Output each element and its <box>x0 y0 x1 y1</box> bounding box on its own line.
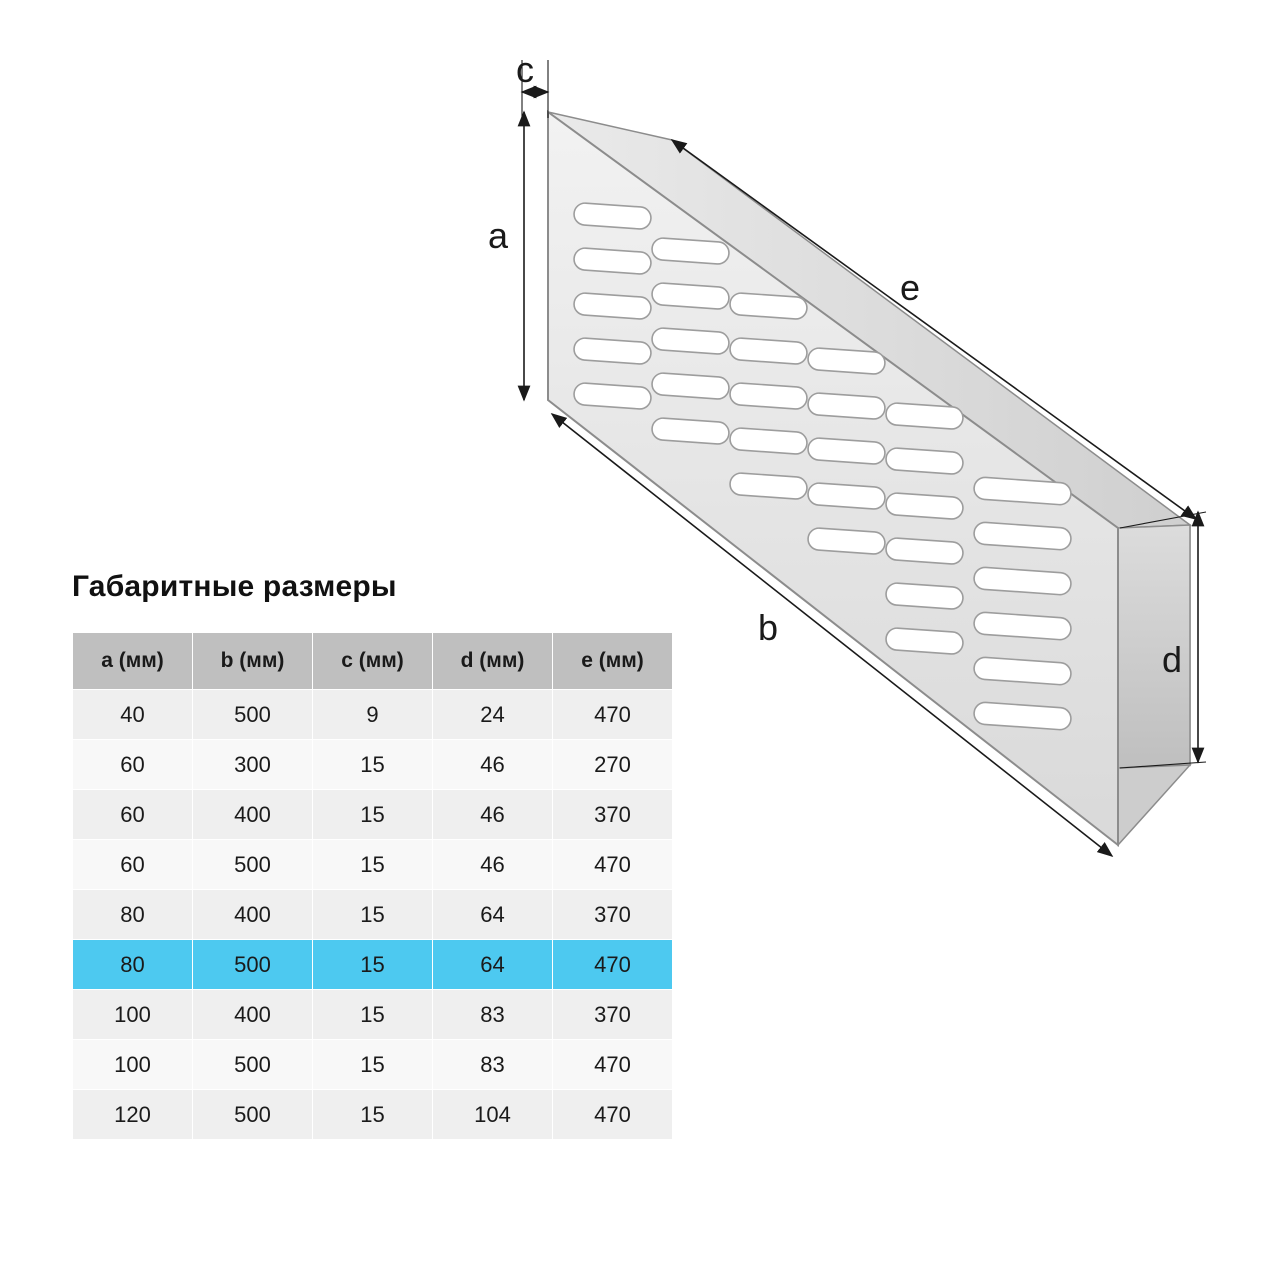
cell-e: 270 <box>553 740 673 790</box>
cell-d: 83 <box>433 990 553 1040</box>
cell-d: 46 <box>433 790 553 840</box>
dimension-label-d: d <box>1161 639 1183 680</box>
cell-c: 15 <box>313 940 433 990</box>
cell-e: 370 <box>553 890 673 940</box>
dimensions-table-block <box>72 570 672 1140</box>
table-row[interactable] <box>73 790 673 840</box>
cell-b: 300 <box>193 740 313 790</box>
dimensions-table <box>72 632 673 1140</box>
column-header-d: d (мм) <box>433 633 553 690</box>
cell-e: 370 <box>553 990 673 1040</box>
cell-c: 15 <box>313 1090 433 1140</box>
cell-d: 46 <box>433 840 553 890</box>
cell-d: 104 <box>433 1090 553 1140</box>
cell-a: 60 <box>73 840 193 890</box>
cell-e: 470 <box>553 940 673 990</box>
dimension-label-a: a <box>487 215 509 256</box>
cell-a: 100 <box>73 1040 193 1090</box>
cell-b: 500 <box>193 1040 313 1090</box>
cell-d: 83 <box>433 1040 553 1090</box>
table-row[interactable] <box>73 1090 673 1140</box>
cell-c: 9 <box>313 690 433 740</box>
table-row[interactable] <box>73 740 673 790</box>
table-row[interactable] <box>73 690 673 740</box>
cell-c: 15 <box>313 840 433 890</box>
column-header-c: c (мм) <box>313 633 433 690</box>
table-row[interactable] <box>73 890 673 940</box>
cell-b: 500 <box>193 690 313 740</box>
table-header-row <box>73 633 673 690</box>
cell-c: 15 <box>313 890 433 940</box>
cell-e: 470 <box>553 1090 673 1140</box>
cell-a: 80 <box>73 940 193 990</box>
cell-a: 80 <box>73 890 193 940</box>
dimension-label-b: b <box>757 607 779 648</box>
table-row[interactable] <box>73 990 673 1040</box>
table-row[interactable] <box>73 1040 673 1090</box>
cell-d: 64 <box>433 940 553 990</box>
cell-a: 40 <box>73 690 193 740</box>
cell-b: 400 <box>193 790 313 840</box>
grille-bottom-return <box>1108 765 1190 845</box>
cell-d: 64 <box>433 890 553 940</box>
table-row[interactable] <box>73 840 673 890</box>
cell-b: 500 <box>193 940 313 990</box>
column-header-e: e (мм) <box>553 633 673 690</box>
cell-a: 60 <box>73 740 193 790</box>
cell-e: 470 <box>553 840 673 890</box>
cell-b: 400 <box>193 890 313 940</box>
cell-c: 15 <box>313 790 433 840</box>
cell-c: 15 <box>313 740 433 790</box>
cell-c: 15 <box>313 1040 433 1090</box>
cell-b: 400 <box>193 990 313 1040</box>
table-title: Габаритные размеры <box>72 570 397 603</box>
column-header-a: a (мм) <box>73 633 193 690</box>
cell-c: 15 <box>313 990 433 1040</box>
cell-a: 100 <box>73 990 193 1040</box>
cell-e: 370 <box>553 790 673 840</box>
cell-a: 60 <box>73 790 193 840</box>
cell-b: 500 <box>193 1090 313 1140</box>
table-row-selected[interactable] <box>73 940 673 990</box>
cell-d: 24 <box>433 690 553 740</box>
cell-e: 470 <box>553 1040 673 1090</box>
dimension-label-e: e <box>899 267 921 308</box>
cell-d: 46 <box>433 740 553 790</box>
cell-a: 120 <box>73 1090 193 1140</box>
cell-b: 500 <box>193 840 313 890</box>
cell-e: 470 <box>553 690 673 740</box>
column-header-b: b (мм) <box>193 633 313 690</box>
dimension-label-c: c <box>516 49 534 90</box>
